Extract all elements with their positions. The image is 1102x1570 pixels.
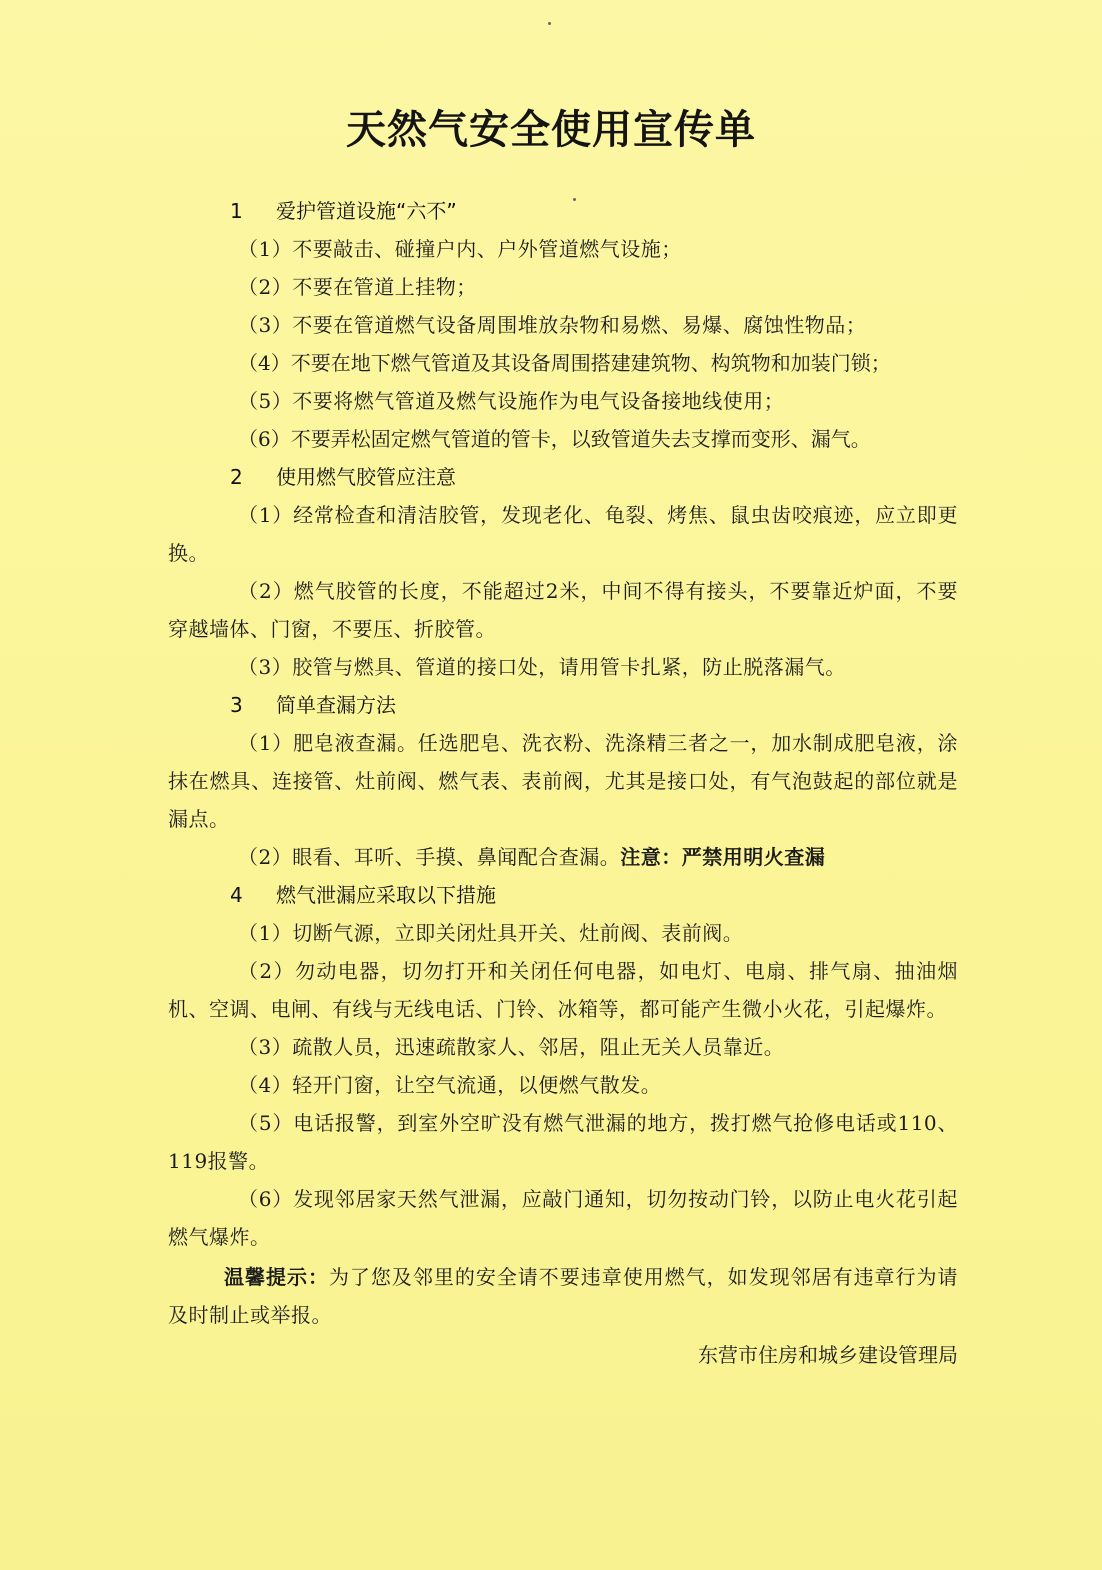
section-title: 爱护管道设施“六不” <box>276 199 457 223</box>
section-title: 使用燃气胶管应注意 <box>276 465 456 489</box>
section-number: 3 <box>230 693 243 717</box>
list-item: （1）肥皂液查漏。任选肥皂、洗衣粉、洗涤精三者之一，加水制成肥皂液，涂抹在燃具、连接管、灶前阀、燃气表、表前阀，尤其是接口处，有气泡鼓起的部位就是漏点。 <box>168 731 958 831</box>
issuer-signature: 东营市住房和城乡建设管理局 <box>698 1343 958 1367</box>
section-heading-1 <box>168 192 958 230</box>
list-item: （6）不要弄松固定燃气管道的管卡，以致管道失去支撑而变形、漏气。 <box>238 427 871 451</box>
section-title: 燃气泄漏应采取以下措施 <box>276 883 496 907</box>
tip-text: 为了您及邻里的安全请不要违章使用燃气，如发现邻居有违章行为请及时制止或举报。 <box>168 1265 959 1327</box>
section-title: 简单查漏方法 <box>276 693 396 717</box>
list-item: （4）不要在地下燃气管道及其设备周围搭建建筑物、构筑物和加装门锁； <box>238 351 891 375</box>
list-item-text: （2）眼看、耳听、手摸、鼻闻配合查漏。 <box>238 845 621 869</box>
list-item: （5）不要将燃气管道及燃气设施作为电气设备接地线使用； <box>238 389 785 413</box>
list-item: （3）疏散人员，迅速疏散家人、邻居，阻止无关人员靠近。 <box>238 1035 785 1059</box>
flyer-content <box>168 192 958 1374</box>
section-heading-3 <box>168 686 958 724</box>
warning-text: 注意：严禁用明火查漏 <box>620 845 826 869</box>
warm-tip <box>168 1258 958 1334</box>
paper-speck <box>548 22 551 25</box>
list-item: （1）不要敲击、碰撞户内、户外管道燃气设施； <box>238 237 682 261</box>
list-item: （2）燃气胶管的长度，不能超过2米，中间不得有接头，不要靠近炉面，不要穿越墙体、门窗，不要压、折胶管。 <box>168 579 958 641</box>
list-item: （1）切断气源，立即关闭灶具开关、灶前阀、表前阀。 <box>238 921 744 945</box>
section-number: 2 <box>230 465 243 489</box>
section-heading-2 <box>168 458 958 496</box>
section-heading-4 <box>168 876 958 914</box>
section-number: 1 <box>230 199 243 223</box>
tip-label: 温馨提示： <box>224 1265 329 1289</box>
page-title: 天然气安全使用宣传单 <box>346 107 756 153</box>
list-item: （5）电话报警，到室外空旷没有燃气泄漏的地方，拨打燃气抢修电话或110、119报警。 <box>168 1111 958 1173</box>
list-item: （3）不要在管道燃气设备周围堆放杂物和易燃、易爆、腐蚀性物品； <box>238 313 867 337</box>
section-number: 4 <box>230 883 243 907</box>
list-item <box>168 838 958 876</box>
list-item: （3）胶管与燃具、管道的接口处，请用管卡扎紧，防止脱落漏气。 <box>238 655 846 679</box>
list-item: （2）不要在管道上挂物； <box>238 275 477 299</box>
list-item: （1）经常检查和清洁胶管，发现老化、龟裂、烤焦、鼠虫齿咬痕迹，应立即更换。 <box>168 503 958 565</box>
list-item: （4）轻开门窗，让空气流通，以便燃气散发。 <box>238 1073 662 1097</box>
list-item: （2）勿动电器，切勿打开和关闭任何电器，如电灯、电扇、排气扇、抽油烟机、空调、电闸、有线与无线电话、门铃、冰箱等，都可能产生微小火花，引起爆炸。 <box>168 959 958 1021</box>
list-item: （6）发现邻居家天然气泄漏，应敲门通知，切勿按动门铃，以防止电火花引起燃气爆炸。 <box>168 1187 958 1249</box>
